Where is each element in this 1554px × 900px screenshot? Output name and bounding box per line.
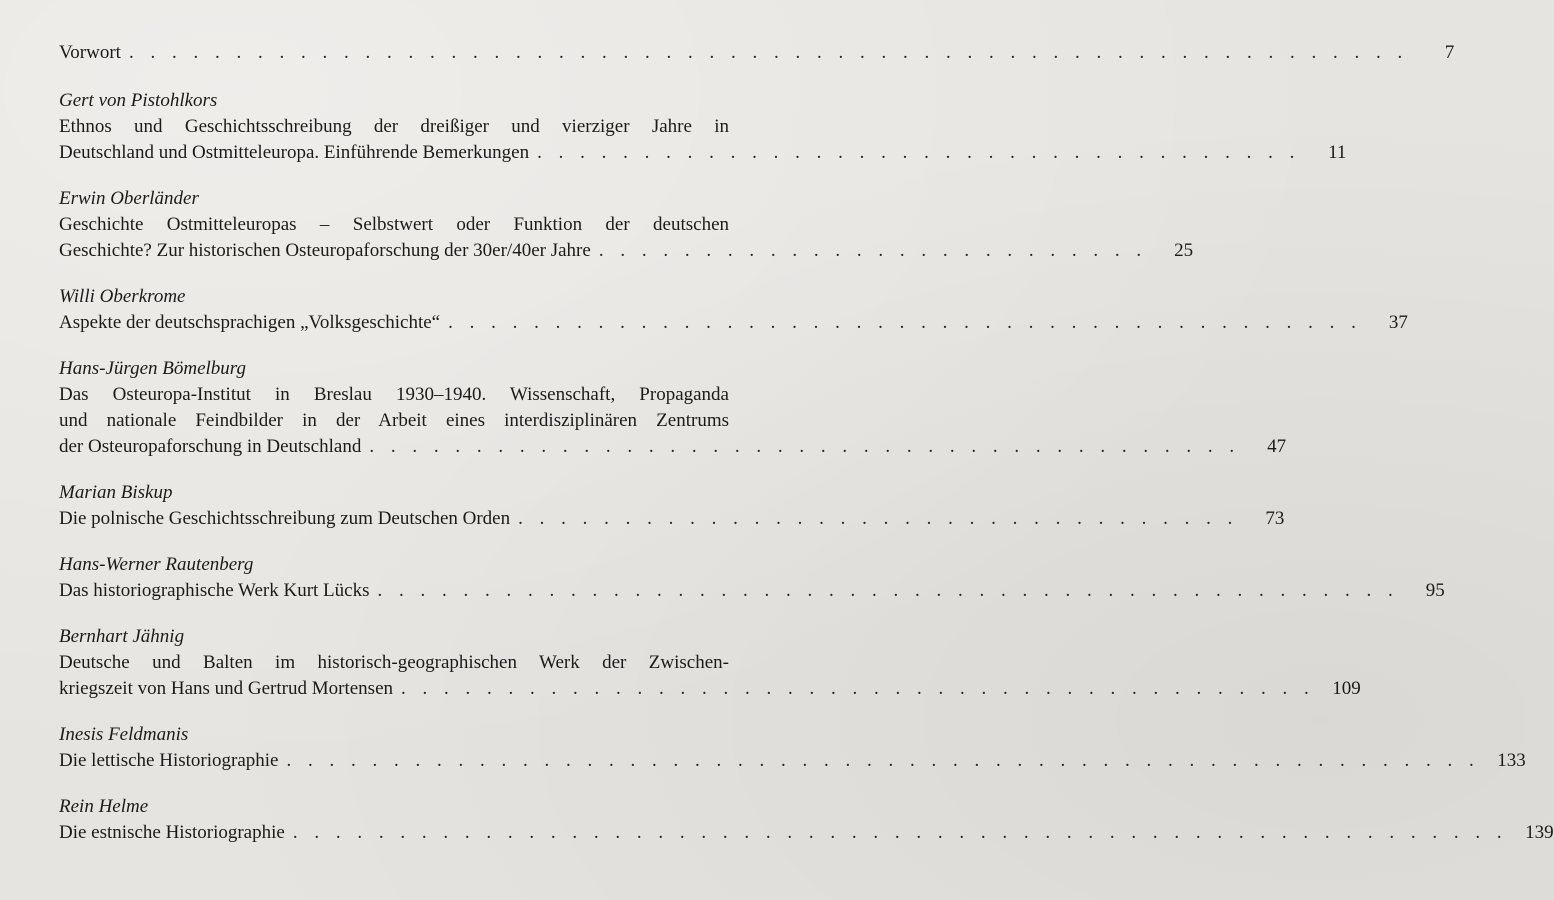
dot-leader: . . . . . . . . . . . . . . . . . . . . . . . . . . . . . . . . . . . . . . . . . . . . . . . . xyxy=(377,580,1399,601)
toc-entry-title-line: Geschichte Ostmitteleuropas – Selbstwert oder Funktion der deutschen xyxy=(59,214,729,235)
toc-entry-title: Die lettische Historiographie xyxy=(59,750,279,771)
dot-leader: . . . . . . . . . . . . . . . . . . . . . . . . . . . . . . . . . . . . . . . . . . . . . . . . . . . . . . . . . . . . xyxy=(128,42,1409,63)
toc-entry-last-line xyxy=(59,140,1347,166)
toc-entry-last-line xyxy=(59,310,1408,336)
dot-leader: . . . . . . . . . . . . . . . . . . . . . . . . . . . . . . . . . . . . . . . . . . . xyxy=(448,312,1362,333)
toc-entry-last-line xyxy=(59,506,1285,532)
toc-entry-author: Marian Biskup xyxy=(59,482,173,503)
toc-entry-author: Hans-Jürgen Bömelburg xyxy=(59,358,246,379)
toc-entry-title-line: und nationale Feindbilder in der Arbeit eines interdisziplinären Zentrums xyxy=(59,410,729,431)
toc-page-number: 47 xyxy=(1267,436,1287,457)
toc-page-number: 25 xyxy=(1174,240,1194,261)
toc-entry-author: Inesis Feldmanis xyxy=(59,724,189,745)
toc-entry-author: Gert von Pistohlkors xyxy=(59,90,218,111)
toc-entry-last-line xyxy=(59,676,1361,702)
toc-entry-title: Deutschland und Ostmitteleuropa. Einführende Bemerkungen xyxy=(59,142,530,163)
dot-leader: . . . . . . . . . . . . . . . . . . . . . . . . . . . . . . . . . . . . . . . . . . . . . . . . . . . . . . . . . xyxy=(292,822,1508,843)
toc-page-number: 11 xyxy=(1328,142,1347,163)
toc-entry xyxy=(59,186,1194,264)
toc-entry-last-line xyxy=(59,434,1287,460)
dot-leader: . . . . . . . . . . . . . . . . . . . . . . . . . . . . . . . . . . . . xyxy=(537,142,1301,163)
toc-entry-title-line: Das Osteuropa-Institut in Breslau 1930–1940. Wissenschaft, Propaganda xyxy=(59,384,729,405)
toc-page-number: 95 xyxy=(1425,580,1445,601)
toc-entry-title: Die estnische Historiographie xyxy=(59,822,285,843)
toc-entry-title: der Osteuropaforschung in Deutschland xyxy=(59,436,362,457)
toc-entry-title: Geschichte? Zur historischen Osteuropaforschung der 30er/40er Jahre xyxy=(59,240,591,261)
dot-leader: . . . . . . . . . . . . . . . . . . . . . . . . . . . . . . . . . . . . . . . . . xyxy=(369,436,1241,457)
toc-entry-author: Rein Helme xyxy=(59,796,149,817)
toc-foreword-title: Vorwort xyxy=(59,42,121,63)
toc-entry-author: Hans-Werner Rautenberg xyxy=(59,554,254,575)
toc-entry-title: Die polnische Geschichtsschreibung zum Deutschen Orden xyxy=(59,508,511,529)
toc-entry xyxy=(59,722,1526,774)
toc-entry xyxy=(59,480,1285,532)
toc-entry-title-line: Ethnos und Geschichtsschreibung der dreißiger und vierziger Jahre in xyxy=(59,116,729,137)
toc-entry-author: Bernhart Jähnig xyxy=(59,626,185,647)
toc-entry xyxy=(59,624,1361,702)
toc-entry-title-line: Deutsche und Balten im historisch-geographischen Werk der Zwischen- xyxy=(59,652,729,673)
toc-page-number: 37 xyxy=(1388,312,1408,333)
toc-page-number: 7 xyxy=(1444,42,1455,63)
toc-entry-author: Erwin Oberländer xyxy=(59,188,199,209)
dot-leader: . . . . . . . . . . . . . . . . . . . . . . . . . . xyxy=(598,240,1148,261)
toc-entry-title: Das historiographische Werk Kurt Lücks xyxy=(59,580,370,601)
toc-page-number: 139 xyxy=(1525,822,1554,843)
toc-entry-last-line xyxy=(59,748,1526,774)
toc-entry xyxy=(59,356,1287,460)
toc-page-number: 109 xyxy=(1332,678,1361,699)
toc-page-number: 73 xyxy=(1265,508,1285,529)
toc-entry-last-line xyxy=(59,238,1194,264)
toc-entry-title: Aspekte der deutschsprachigen „Volksgeschichte“ xyxy=(59,312,441,333)
dot-leader: . . . . . . . . . . . . . . . . . . . . . . . . . . . . . . . . . . . . . . . . . . . xyxy=(401,678,1315,699)
toc-foreword-line xyxy=(59,38,1455,68)
toc-page-number: 133 xyxy=(1497,750,1526,771)
dot-leader: . . . . . . . . . . . . . . . . . . . . . . . . . . . . . . . . . . xyxy=(518,508,1239,529)
toc-entry xyxy=(59,794,1554,846)
toc-entry xyxy=(59,552,1445,604)
toc-entry-last-line xyxy=(59,820,1554,846)
toc-entry xyxy=(59,88,1347,166)
toc-entry xyxy=(59,284,1408,336)
table-of-contents xyxy=(59,38,1554,846)
toc-entry-last-line xyxy=(59,578,1445,604)
dot-leader: . . . . . . . . . . . . . . . . . . . . . . . . . . . . . . . . . . . . . . . . . . . . . . . . . . . . . . . . xyxy=(286,750,1480,771)
toc-entry-title: kriegszeit von Hans und Gertrud Mortensen xyxy=(59,678,394,699)
toc-entry-author: Willi Oberkrome xyxy=(59,286,186,307)
